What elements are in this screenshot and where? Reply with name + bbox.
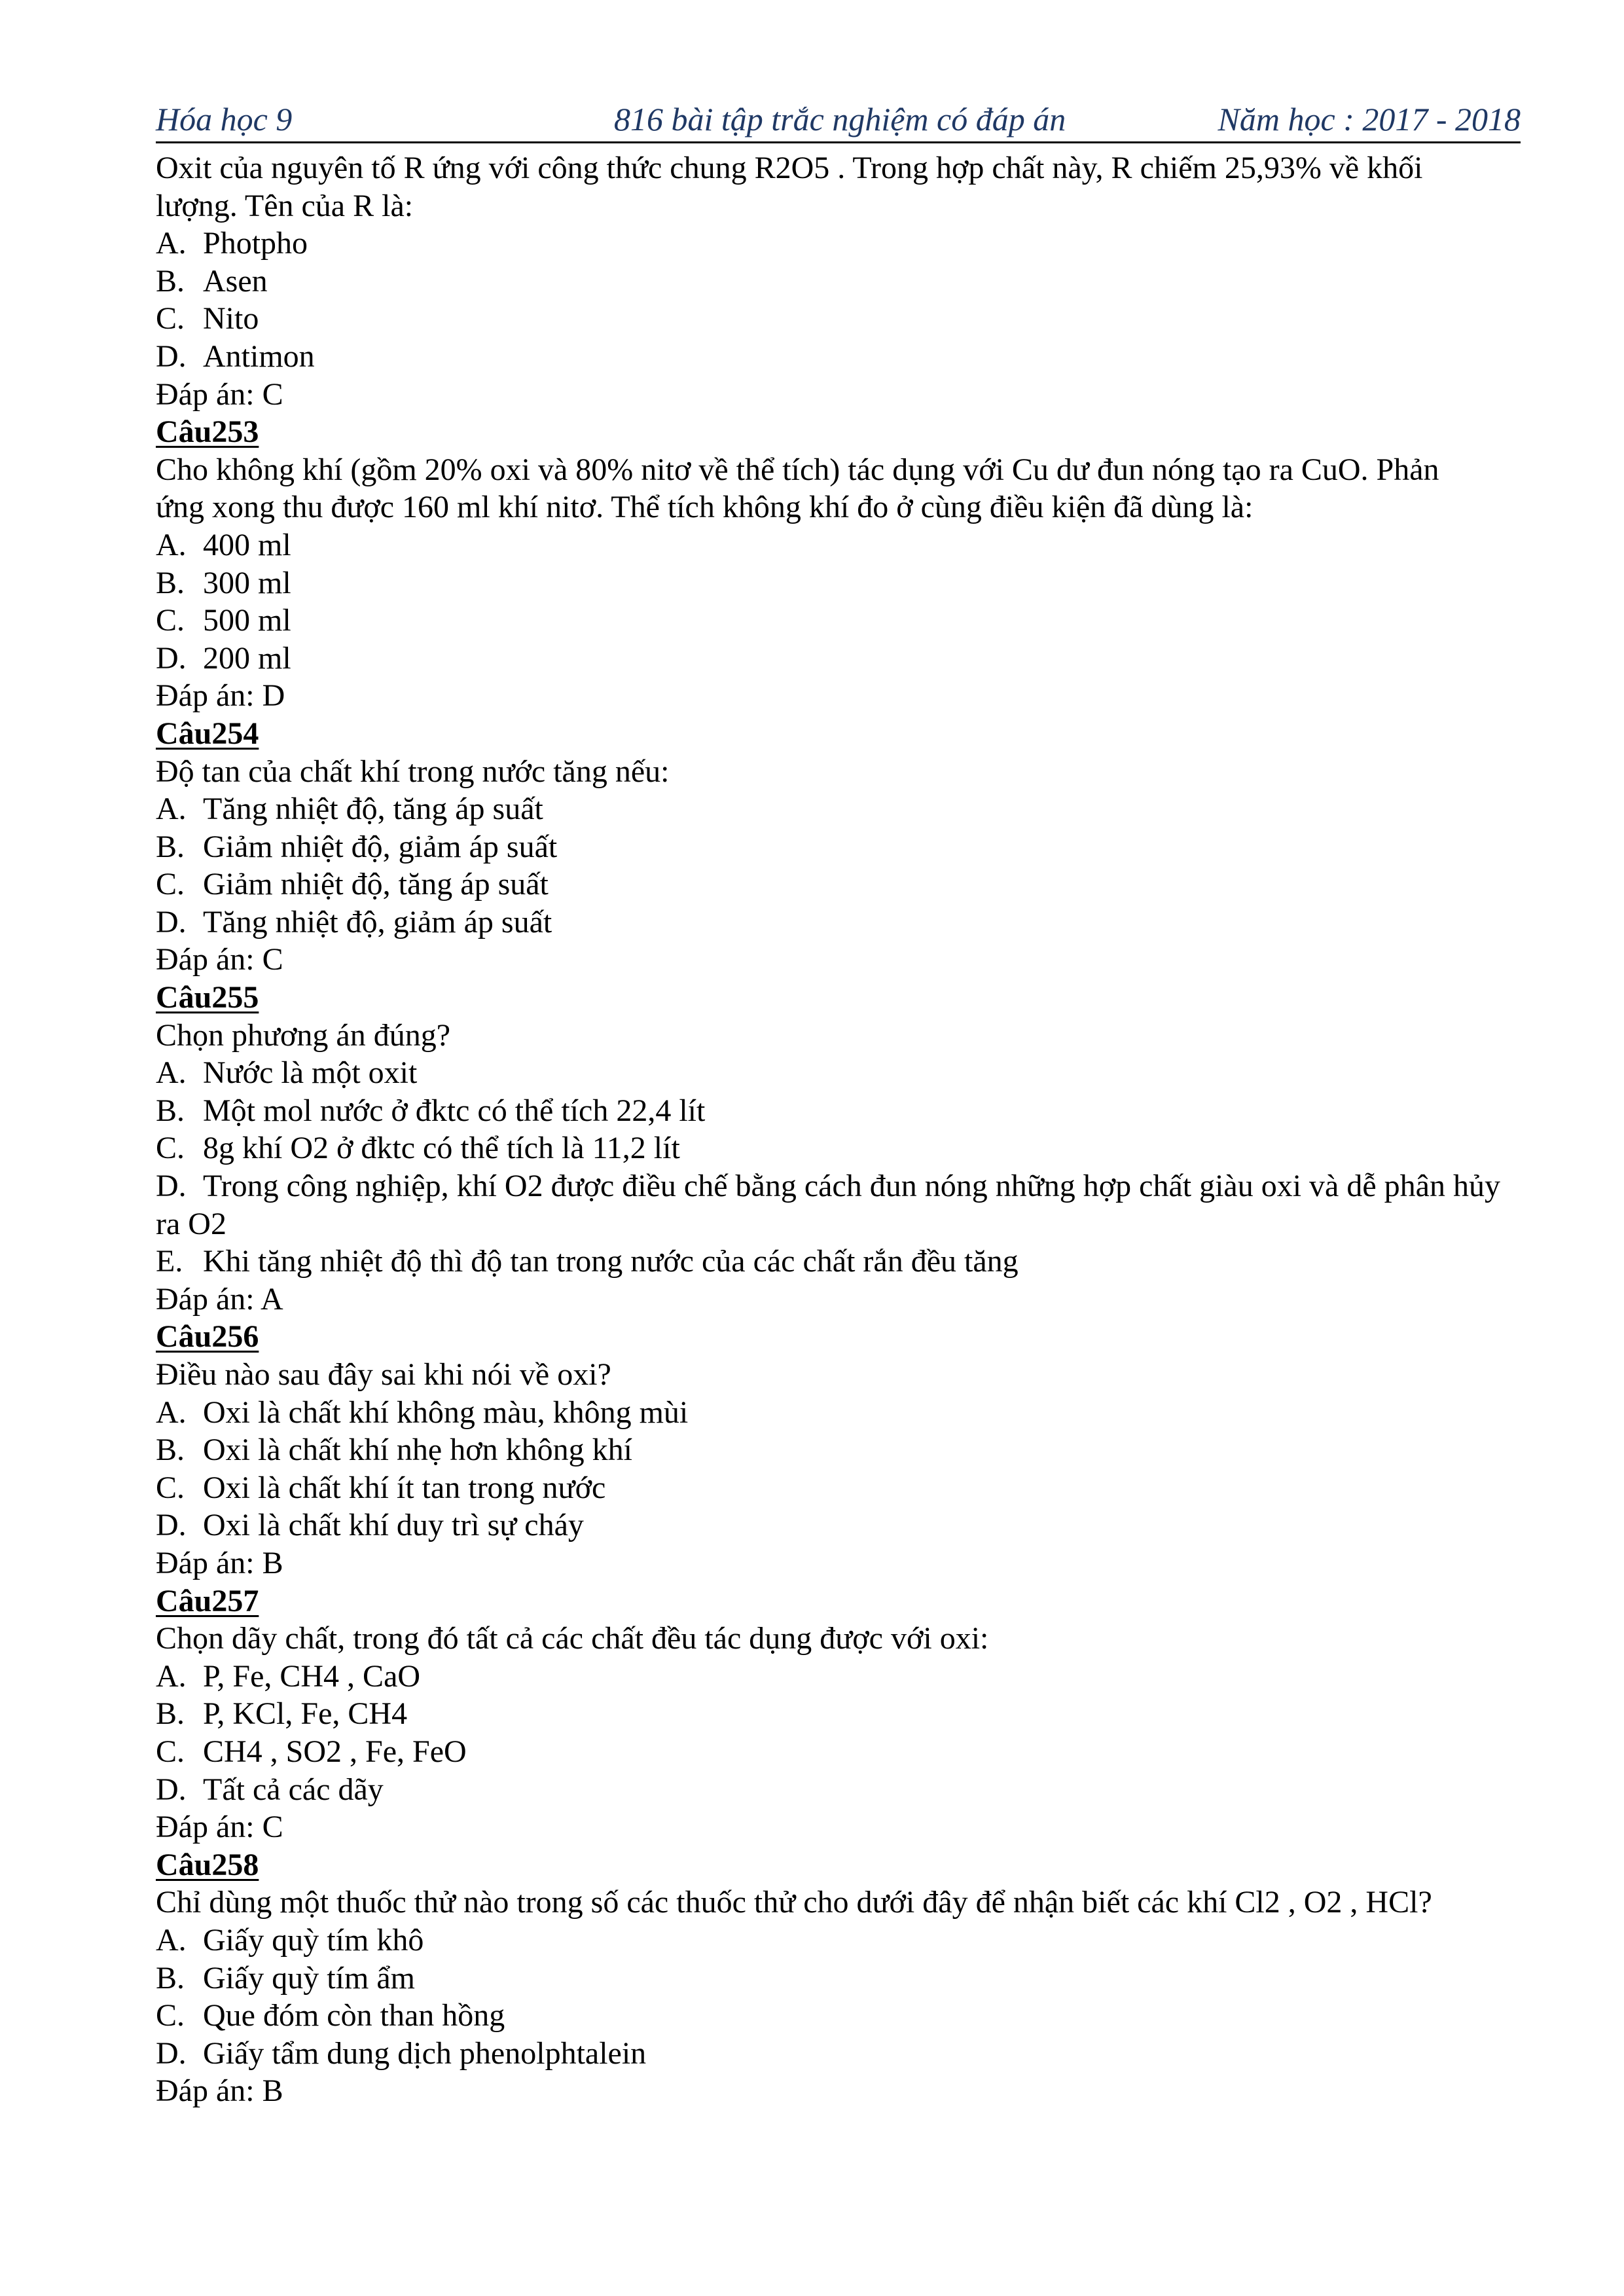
- option-text: Giấy quỳ tím ẩm: [203, 1960, 415, 1995]
- question-block: [156, 413, 1521, 715]
- option-letter: D.: [156, 1508, 187, 1543]
- answer-option: [156, 1506, 1521, 1544]
- option-letter: B.: [156, 1432, 185, 1468]
- option-letter: D.: [156, 1772, 187, 1807]
- answer-key: Đáp án: D: [156, 678, 285, 714]
- question-block: [156, 979, 1521, 1318]
- question-text: Chỉ dùng một thuốc thử nào trong số các thuốc thử cho dưới đây để nhận biết các khí Cl2 , O2 , HCl?: [156, 1885, 1432, 1920]
- header-year: Năm học : 2017 - 2018: [1218, 101, 1521, 137]
- option-text: Trong công nghiệp, khí O2 được điều chế bằng cách đun nóng những hợp chất giàu oxi và dễ phân hủy ra O2: [156, 1169, 1500, 1241]
- option-text: 200 ml: [203, 640, 291, 676]
- answer-option: [156, 1997, 1521, 2035]
- option-letter: B.: [156, 263, 185, 299]
- question-text: Oxit của nguyên tố R ứng với công thức chung R2O5 . Trong hợp chất này, R chiếm 25,93% về khối: [156, 151, 1423, 185]
- option-text: Asen: [203, 263, 268, 299]
- question-list: [156, 149, 1521, 2110]
- answer-option: [156, 1431, 1521, 1469]
- option-text: 400 ml: [203, 527, 291, 562]
- answer-option: [156, 866, 1521, 903]
- option-letter: C.: [156, 867, 185, 902]
- answer-option: [156, 903, 1521, 941]
- option-text: Giảm nhiệt độ, giảm áp suất: [203, 829, 558, 864]
- question-block: [156, 715, 1521, 979]
- question-text: Độ tan của chất khí trong nước tăng nếu:: [156, 754, 670, 789]
- answer-option: [156, 1922, 1521, 1959]
- option-text: 500 ml: [203, 603, 291, 638]
- option-letter: D.: [156, 338, 187, 374]
- option-text: Một mol nước ở đktc có thể tích 22,4 lít: [203, 1093, 706, 1128]
- question-text: ứng xong thu được 160 ml khí nitơ. Thể tích không khí đo ở cùng điều kiện đã dùng là:: [156, 490, 1254, 525]
- question-block: [156, 1318, 1521, 1582]
- question-text: Điều nào sau đây sai khi nói về oxi?: [156, 1357, 611, 1392]
- answer-option: [156, 1733, 1521, 1771]
- answer-option: [156, 1054, 1521, 1092]
- answer-key: Đáp án: B: [156, 1545, 283, 1580]
- answer-option: [156, 1469, 1521, 1507]
- question-heading: [156, 1318, 1521, 1356]
- question-number: Câu254: [156, 716, 259, 751]
- question-number: Câu253: [156, 414, 259, 450]
- option-text: Tăng nhiệt độ, giảm áp suất: [203, 904, 552, 939]
- option-letter: C.: [156, 1131, 185, 1166]
- question-block: [156, 149, 1521, 413]
- answer-option: [156, 526, 1521, 564]
- option-text: CH4 , SO2 , Fe, FeO: [203, 1734, 467, 1769]
- option-text: Oxi là chất khí không màu, không mùi: [203, 1394, 689, 1430]
- option-text: Nước là một oxit: [203, 1055, 418, 1091]
- option-text: Khi tăng nhiệt độ thì độ tan trong nước của các chất rắn đều tăng: [203, 1244, 1019, 1279]
- answer-option: [156, 225, 1521, 263]
- header-divider: [156, 141, 1521, 143]
- option-text: Que đóm còn than hồng: [203, 1998, 505, 2033]
- answer-option: [156, 1167, 1521, 1243]
- answer-option: [156, 263, 1521, 301]
- option-letter: A.: [156, 1055, 187, 1091]
- option-letter: D.: [156, 904, 187, 939]
- option-text: Oxi là chất khí duy trì sự cháy: [203, 1508, 584, 1543]
- answer-option: [156, 640, 1521, 678]
- answer-option: [156, 1771, 1521, 1809]
- answer-option: [156, 1092, 1521, 1130]
- option-text: Nito: [203, 301, 259, 337]
- answer-key: Đáp án: C: [156, 1810, 283, 1845]
- answer-key: Đáp án: A: [156, 1281, 283, 1317]
- question-number: Câu258: [156, 1847, 259, 1882]
- answer-option: [156, 1658, 1521, 1696]
- option-text: 8g khí O2 ở đktc có thể tích là 11,2 lít: [203, 1131, 680, 1166]
- question-block: [156, 1582, 1521, 1846]
- question-heading: [156, 1846, 1521, 1884]
- question-heading: [156, 413, 1521, 451]
- option-text: Tất cả các dãy: [203, 1772, 384, 1807]
- option-letter: C.: [156, 1734, 185, 1769]
- option-text: P, KCl, Fe, CH4: [203, 1696, 408, 1732]
- option-letter: A.: [156, 226, 187, 261]
- option-text: Giấy quỳ tím khô: [203, 1922, 424, 1958]
- option-text: P, Fe, CH4 , CaO: [203, 1658, 421, 1694]
- option-letter: C.: [156, 1998, 185, 2033]
- option-text: Tăng nhiệt độ, tăng áp suất: [203, 792, 543, 827]
- question-heading: [156, 715, 1521, 753]
- option-text: Giấy tẩm dung dịch phenolphtalein: [203, 2035, 647, 2071]
- answer-option: [156, 1243, 1521, 1281]
- question-heading: [156, 1582, 1521, 1620]
- answer-option: [156, 338, 1521, 376]
- option-letter: D.: [156, 1169, 187, 1204]
- option-letter: C.: [156, 301, 185, 337]
- question-heading: [156, 979, 1521, 1017]
- header-title: 816 bài tập trắc nghiệm có đáp án: [614, 101, 1066, 137]
- question-number: Câu257: [156, 1583, 259, 1618]
- option-letter: D.: [156, 640, 187, 676]
- option-text: 300 ml: [203, 565, 291, 600]
- option-text: Giảm nhiệt độ, tăng áp suất: [203, 867, 549, 902]
- option-letter: C.: [156, 603, 185, 638]
- page-header: [156, 93, 1521, 145]
- answer-option: [156, 564, 1521, 602]
- answer-option: [156, 790, 1521, 828]
- answer-option: [156, 828, 1521, 866]
- answer-option: [156, 602, 1521, 640]
- answer-option: [156, 1129, 1521, 1167]
- answer-option: [156, 2035, 1521, 2073]
- option-text: Photpho: [203, 226, 308, 261]
- option-text: Oxi là chất khí ít tan trong nước: [203, 1470, 606, 1505]
- question-text: Cho không khí (gồm 20% oxi và 80% nitơ về thể tích) tác dụng với Cu dư đun nóng tạo ra CuO. Phản: [156, 452, 1439, 487]
- header-subject: Hóa học 9: [156, 101, 293, 137]
- question-number: Câu255: [156, 980, 259, 1015]
- option-letter: B.: [156, 1960, 185, 1995]
- answer-option: [156, 1695, 1521, 1733]
- question-text: lượng. Tên của R là:: [156, 188, 414, 223]
- option-letter: A.: [156, 1394, 187, 1430]
- option-letter: A.: [156, 1922, 187, 1958]
- answer-option: [156, 1959, 1521, 1997]
- answer-key: Đáp án: C: [156, 376, 283, 412]
- option-letter: B.: [156, 1093, 185, 1128]
- answer-option: [156, 300, 1521, 338]
- question-number: Câu256: [156, 1319, 259, 1355]
- option-letter: A.: [156, 1658, 187, 1694]
- question-block: [156, 1846, 1521, 2110]
- option-letter: B.: [156, 1696, 185, 1732]
- answer-option: [156, 1394, 1521, 1432]
- option-letter: C.: [156, 1470, 185, 1505]
- answer-key: Đáp án: B: [156, 2073, 283, 2109]
- option-text: Oxi là chất khí nhẹ hơn không khí: [203, 1432, 632, 1468]
- question-text: Chọn phương án đúng?: [156, 1017, 451, 1053]
- question-text: Chọn dãy chất, trong đó tất cả các chất đều tác dụng được với oxi:: [156, 1621, 989, 1656]
- option-text: Antimon: [203, 338, 315, 374]
- option-letter: D.: [156, 2035, 187, 2071]
- option-letter: A.: [156, 527, 187, 562]
- option-letter: B.: [156, 565, 185, 600]
- option-letter: B.: [156, 829, 185, 864]
- option-letter: A.: [156, 792, 187, 827]
- answer-key: Đáp án: C: [156, 942, 283, 977]
- option-letter: E.: [156, 1244, 183, 1279]
